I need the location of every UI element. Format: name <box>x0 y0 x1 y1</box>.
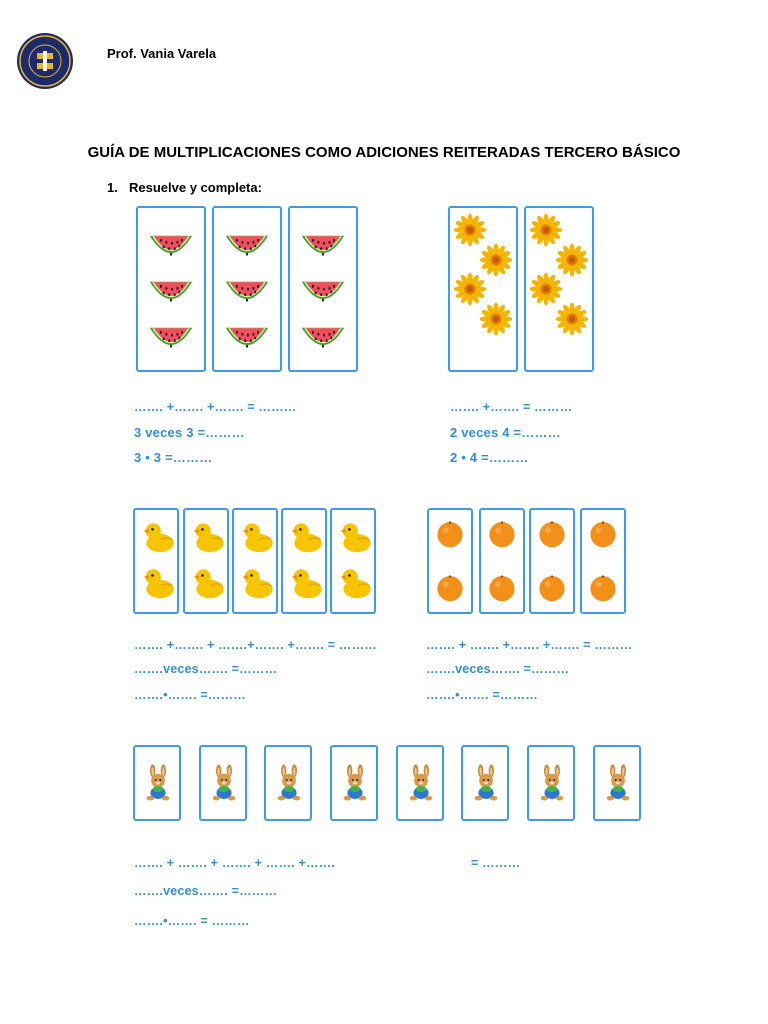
flower-icon <box>453 213 487 247</box>
rabbit-icon <box>533 754 571 812</box>
orange-icon <box>588 572 618 604</box>
orange-icon <box>487 572 517 604</box>
watermelon-icon <box>296 268 350 314</box>
duck-icon <box>335 516 373 558</box>
watermelon-icon <box>220 314 274 360</box>
orange-sum-line: ……. + ……. +……. +……. = ……… <box>426 638 633 652</box>
rabbit-sum-line: ……. + ……. + ……. + ……. +……. <box>134 856 336 870</box>
flower-veces-line: 2 veces 4 =……… <box>450 425 561 440</box>
rabbit-icon <box>402 754 440 812</box>
duck-icon <box>188 516 226 558</box>
watermelon-veces-line: 3 veces 3 =……… <box>134 425 245 440</box>
orange-product-line: …….•……. =……… <box>426 688 538 702</box>
item-text: Resuelve y completa: <box>129 180 262 195</box>
watermelon-icon <box>220 222 274 268</box>
teacher-name: Prof. Vania Varela <box>107 46 217 61</box>
orange-icon <box>588 518 618 550</box>
rabbit-icon <box>599 754 637 812</box>
duck-icon <box>237 516 275 558</box>
rabbit-veces-line: …….veces……. =……… <box>134 884 278 898</box>
orange-icon <box>435 572 465 604</box>
rabbit-icon <box>205 754 243 812</box>
rabbit-sum-result: = ……… <box>471 856 521 870</box>
item-number: 1. <box>107 180 118 195</box>
watermelon-icon <box>144 222 198 268</box>
duck-icon <box>138 562 176 604</box>
orange-icon <box>537 518 567 550</box>
rabbit-icon <box>467 754 505 812</box>
flower-product-line: 2 • 4 =……… <box>450 450 529 465</box>
orange-icon <box>435 518 465 550</box>
watermelon-icon <box>144 314 198 360</box>
flower-icon <box>555 302 589 336</box>
school-logo <box>16 32 74 90</box>
flower-icon <box>529 272 563 306</box>
duck-icon <box>335 562 373 604</box>
watermelon-icon <box>144 268 198 314</box>
page-title: GUÍA DE MULTIPLICACIONES COMO ADICIONES REITERADAS TERCERO BÁSICO <box>87 144 681 161</box>
watermelon-product-line: 3 • 3 =……… <box>134 450 213 465</box>
rabbit-icon <box>139 754 177 812</box>
duck-veces-line: …….veces……. =……… <box>134 662 278 676</box>
rabbit-product-line: …….•……. = ……… <box>134 914 250 928</box>
watermelon-sum-line: ……. +……. +……. = ……… <box>134 400 297 414</box>
duck-icon <box>237 562 275 604</box>
duck-sum-line: ……. +……. + …….+……. +……. = ……… <box>134 638 378 652</box>
watermelon-icon <box>296 314 350 360</box>
duck-icon <box>286 562 324 604</box>
flower-icon <box>529 213 563 247</box>
orange-icon <box>537 572 567 604</box>
rabbit-icon <box>270 754 308 812</box>
flower-icon <box>479 302 513 336</box>
duck-product-line: …….•……. =……… <box>134 688 246 702</box>
watermelon-icon <box>220 268 274 314</box>
orange-icon <box>487 518 517 550</box>
watermelon-icon <box>296 222 350 268</box>
flower-icon <box>453 272 487 306</box>
rabbit-icon <box>336 754 374 812</box>
duck-icon <box>138 516 176 558</box>
flower-sum-line: ……. +……. = ……… <box>450 400 573 414</box>
duck-icon <box>188 562 226 604</box>
instruction-item <box>107 180 262 195</box>
orange-veces-line: …….veces……. =……… <box>426 662 570 676</box>
duck-icon <box>286 516 324 558</box>
